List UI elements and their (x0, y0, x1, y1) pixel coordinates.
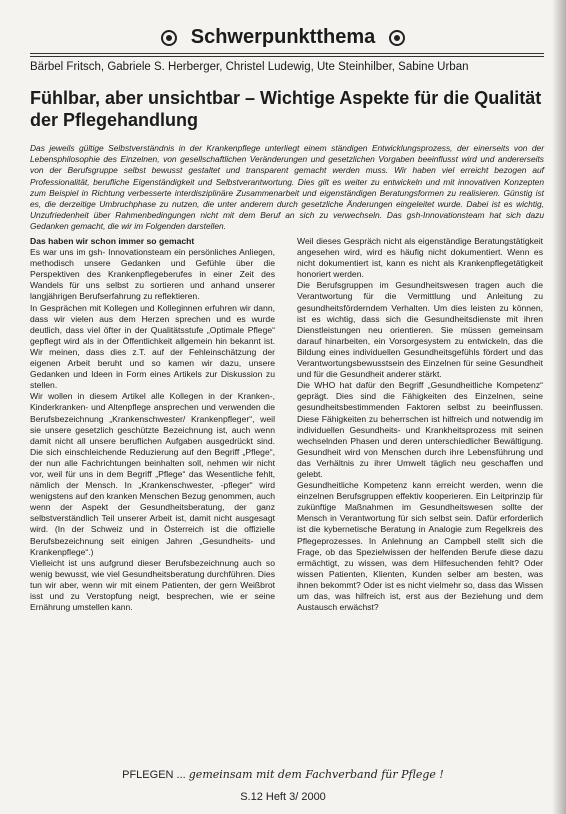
body-paragraph: Die Berufsgruppen im Gesundheitswesen tragen auch die Verantwortung für die Vermittlung und Anleitung zu gesundheitsförderndem Verhalten. Um dies leisten zu können, ist es wichtig, dass sich die Gesundheitsdienste mit ihren Dienstleistungen neu orientieren. Sie müssen gemeinsam darauf hinarbeiten, ein Vorsorgesystem zu entwickeln, das die Bildung eines individuellen Gesundheitsgefühls fördert und das Verantwortungsbewusstsein des Einzelnen für seine Gesundheit und für die Gesundheit anderer stärkt. (297, 280, 543, 380)
body-paragraph: Wir wollen in diesem Artikel alle Kollegen in der Kranken-, Kinderkranken- und Altenpflege ansprechen und verwenden die Berufsbezeichnung „Krankenschwester/ Krankenpfleger“, weil sie unsere gesetzlich geschützte Bezeichnung ist, auch wenn damit nicht all unsere beruflichen Aufgaben ausgedrückt sind. Die sich einschleichende Reduzierung auf den Begriff „Pflege“, der nun alle Fachrichtungen beinhalten soll, nehmen wir nicht vor, weil für uns in dem Begriff „Pflege“ das Wesentliche fehlt, nämlich der Mensch. In „Krankenschwester, -pfleger“ wird wenigstens auf den kranken Menschen Bezug genommen, auch wenn der Aspekt der Gesundheitsberatung, der ganz selbstverständlich Teil unserer Arbeit ist, damit nicht ausgesagt wird. (In der Schweiz und in Österreich ist die offizielle Berufsbezeichnung seit einigen Jahren „Gesundheits- und Krankenpflege“.) (30, 391, 275, 557)
body-paragraph: Weil dieses Gespräch nicht als eigenständige Beratungstätigkeit angesehen wird, wird es häufig nicht dokumentiert. Wenn es nicht dokumentiert ist, kann es nicht als Krankenpflegetätigkeit honoriert werden. (297, 236, 543, 280)
target-bullet-icon (389, 30, 405, 46)
body-paragraph: Vielleicht ist uns aufgrund dieser Berufsbezeichnung auch so wenig bewusst, wie viel Gesundheitsberatung durchführen. Dies tun wir aber, wenn wir mit einem Patienten, der gern Weißbrot isst und zu Verstopfung neigt, besprechen, wie er seine Ernährung umstellen kann. (30, 557, 275, 613)
article-intro: Das jeweils gültige Selbstverständnis in der Krankenpflege unterliegt einem ständigen Entwicklungsprozess, der einerseits von der Lebensphilosophie des Einzelnen, von gesellschaftlichen Veränderungen und gesetzlichen Vorgaben beeinflusst wird und andererseits von der Berufsgruppe selbst bewusst gestaltet und transparent gemacht werden muss. Wir haben viel erreicht bezogen auf Professionalität, berufliche Eigenständigkeit und Selbstverantwortung. Dies gilt es weiter zu entwickeln und mit innovativen Konzepten zum Beispiel in Richtung verbesserte interdisziplinäre Zusammenarbeit und eigenständigen Beratungsformen zu realisieren. Günstig ist es, die derzeitige Umbruchphase zu nutzen, die unter anderem durch gesetzliche Änderungen eingeleitet wurde. Dabei ist es wichtig, Unzufriedenheit über Rahmenbedingungen nicht mit dem Beruf an sich zu verwechseln. Das gsh-Innovationsteam hat sich dazu Gedanken gemacht, die wir im Folgenden darstellen. (30, 143, 544, 232)
body-paragraph: Die WHO hat dafür den Begriff „Gesundheitliche Kompetenz“ geprägt. Dies sind die Fähigkeiten des Einzelnen, seine gesundheitsbestimmenden Faktoren selbst zu beeinflussen. Diese Fähigkeiten zu beherrschen ist hilfreich und notwendig im individuellen Gesundheits- und Krankheitsprozess mit seinen wechselnden Phasen und deren unterschiedlicher Bewältigung. Gesundheit wird von Menschen durch ihre Lebensführung und das Verhältnis zu ihrer Umwelt täglich neu geschaffen und gelebt. (297, 380, 543, 479)
journal-name: PFLEGEN ... (122, 769, 186, 781)
section-subheading: Das haben wir schon immer so gemacht (30, 236, 195, 246)
section-header (0, 22, 566, 52)
section-title: Schwerpunktthema (190, 26, 376, 48)
article-title: Fühlbar, aber unsichtbar – Wichtige Aspekte für die Qualität der Pflegehandlung (30, 88, 542, 130)
body-paragraph: Es war uns im gsh- Innovationsteam ein persönliches Anliegen, methodisch unsere Gedanken und Gefühle über die Perspektiven des Krankenpflegeberufes in einer Zeit des Wandels für uns selbst zu sortieren und anhand unserer langjährigen Berufserfahrung zu reflektieren. (30, 247, 275, 302)
body-paragraph: In Gesprächen mit Kollegen und Kolleginnen erfuhren wir dann, dass wir vielen aus dem Herzen sprechen und es wurde deutlich, dass viel öfter in der Qualitätsstufe „Optimale Pflege“ gepflegt wird als in der Öffentlichkeit allgemein hin bekannt ist. Wir meinen, dass dies z.T. auf der Fehleinschätzung der eigenen Arbeit beruht und so kamen wir dazu, unsere Gedanken und Ideen in Form eines Artikels zur Diskussion zu stellen. (30, 302, 275, 391)
body-column-left (30, 236, 275, 613)
body-paragraph: Gesundheitliche Kompetenz kann erreicht werden, wenn die einzelnen Berufsgruppen effektiv kooperieren. Ein Leitprinzip für zukünftige Maßnahmen im Gesundheitswesen sollte der Mensch in Verantwortung für sich selbst sein. Dafür erforderlich ist die kybernetische Beratung in Analogie zum Regelkreis des Pflegeprozesses. In Anlehnung an Campbell stellt sich die Frage, ob das Spezielwissen der helfenden Berufe diese dazu ermächtigt, zu wissen, was dem Hilfesuchenden fehlt? Oder wissen Patienten, Klienten, Kunden selber am besten, was ihnen bekommt? Oder ist es nicht vielmehr so, dass das Wissen um das, was hilfreich ist, erst aus der Beziehung und dem Austausch erwächst? (297, 480, 543, 613)
header-rule-top (30, 53, 544, 54)
page-issue: S.12 Heft 3/ 2000 (240, 791, 326, 803)
footer-journal-line (0, 768, 566, 781)
header-rule-bottom (30, 56, 544, 57)
body-column-right (297, 236, 543, 613)
target-bullet-icon (161, 30, 177, 46)
journal-tagline: gemeinsam mit dem Fachverband für Pflege ! (188, 768, 444, 781)
scan-edge-shadow (552, 0, 566, 814)
authors-line: Bärbel Fritsch, Gabriele S. Herberger, Christel Ludewig, Ute Steinhilber, Sabine Urban (30, 61, 469, 73)
